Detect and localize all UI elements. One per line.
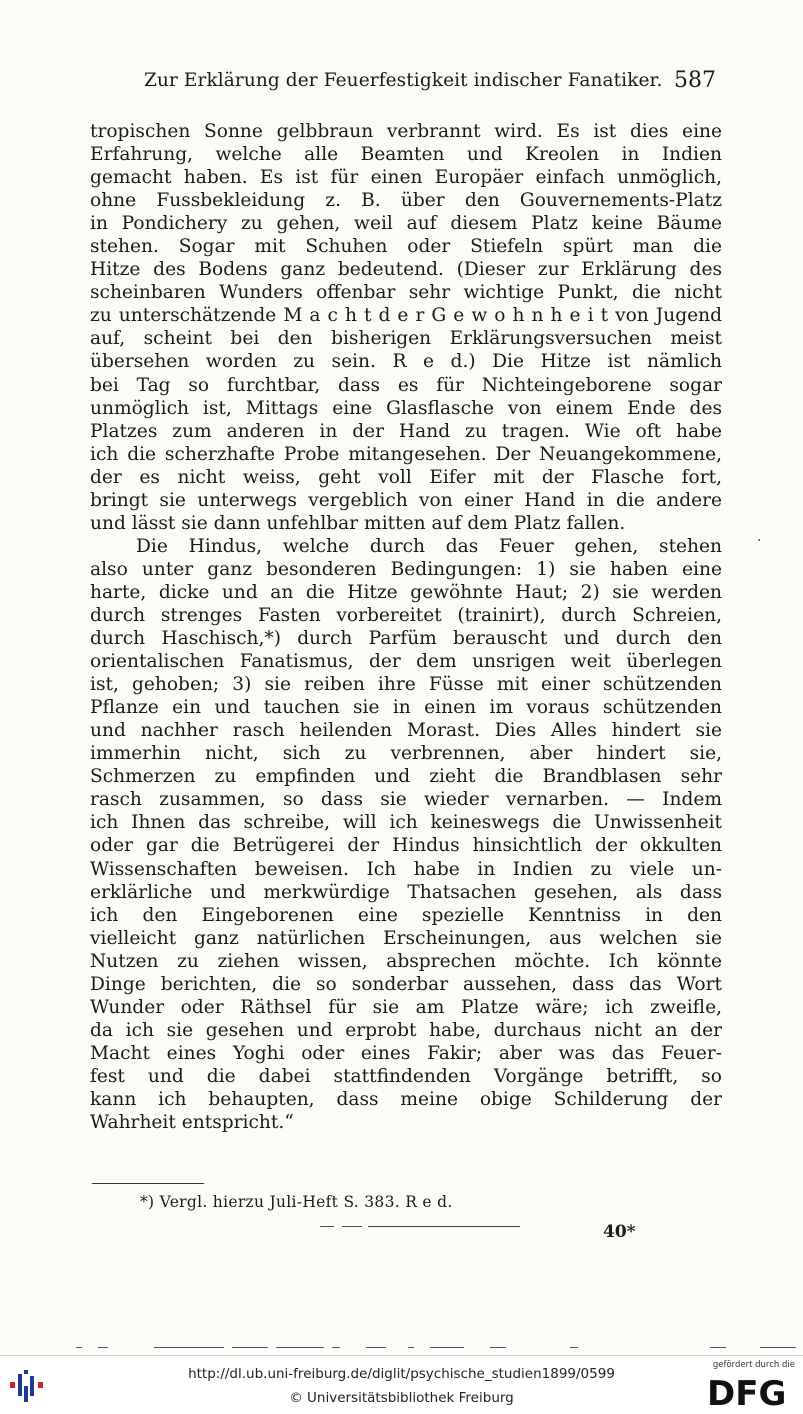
text-line: immerhin nicht, sich zu verbrennen, aber hindert sie, <box>90 743 722 765</box>
text-line: orientalischen Fanatismus, der dem unsrigen weit überlegen <box>90 651 722 673</box>
text-line: und lässt sie dann unfehlbar mitten auf dem Platz fallen. <box>90 512 626 534</box>
text-line: harte, dicke und an die Hitze gewöhnte Haut; 2) sie werden <box>90 581 722 603</box>
signature-mark: 40* <box>603 1222 636 1242</box>
text-line: scheinbaren Wunders offenbar sehr wichtige Punkt, die nicht <box>90 282 722 304</box>
text-line: bei Tag so furchtbar, dass es für Nichteingeborene sogar <box>90 374 722 396</box>
page-number: 587 <box>674 68 716 93</box>
text-line: gemacht haben. Es ist für einen Europäer einfach unmöglich, <box>90 167 722 189</box>
text-line: durch strenges Fasten vorbereitet (trainirt), durch Schreien, <box>90 604 722 626</box>
text-line: Nutzen zu ziehen wissen, absprechen möchte. Ich könnte <box>90 950 722 972</box>
footnote-rule <box>92 1183 204 1184</box>
text-line: unmöglich ist, Mittags eine Glasflasche von einem Ende des <box>90 397 722 419</box>
text-line: ich die scherzhafte Probe mitangesehen. Der Neuangekommene, <box>90 443 722 465</box>
text-line: ist, gehoben; 3) sie reiben ihre Füsse mit einer schützenden <box>90 674 722 696</box>
text-line: zu unterschätzende M a c h t d e r G e w o h n h e i t von Jugend <box>90 305 722 327</box>
separator-rule <box>368 1226 520 1227</box>
text-line: Wunder oder Räthsel für sie am Platze wäre; ich zweifle, <box>90 996 722 1018</box>
footnote: *) Vergl. hierzu Juli-Heft S. 383. R e d. <box>140 1193 453 1211</box>
text-line: ich den Eingeborenen eine spezielle Kenntniss in den <box>90 904 722 926</box>
svg-text:DFG: DFG <box>707 1374 787 1409</box>
scan-edge-artifacts <box>70 1347 803 1353</box>
text-line: Macht eines Yoghi oder eines Fakir; aber was das Feuer- <box>90 1042 722 1064</box>
text-line: Schmerzen zu empfinden und zieht die Brandblasen sehr <box>90 766 722 788</box>
body-text <box>90 120 722 1134</box>
text-line: Erfahrung, welche alle Beamten und Kreolen in Indien <box>90 144 722 166</box>
text-line: auf, scheint bei den bisherigen Erklärungsversuchen meist <box>90 328 722 350</box>
running-title: Zur Erklärung der Feuerfestigkeit indischer Fanatiker. <box>144 70 663 91</box>
text-line: ohne Fussbekleidung z. B. über den Gouvernements-Platz <box>90 190 722 212</box>
text-line: der es nicht weiss, geht voll Eifer mit der Flasche fort, <box>90 466 722 488</box>
text-line: ich Ihnen das schreibe, will ich keineswegs die Unwissenheit <box>90 812 722 834</box>
text-line: Platzes zum anderen in der Hand zu tragen. Wie oft habe <box>90 420 722 442</box>
copyright-text: © Universitätsbibliothek Freiburg <box>289 1390 514 1406</box>
text-line: Wahrheit entspricht.“ <box>90 1112 294 1134</box>
text-line: Die Hindus, welche durch das Feuer gehen, stehen <box>136 535 722 557</box>
separator-dash <box>320 1226 334 1227</box>
text-line: und nachher rasch heilenden Morast. Dies Alles hindert sie <box>90 720 722 742</box>
text-line: Wissenschaften beweisen. Ich habe in Indien zu viele un- <box>90 858 722 880</box>
page-header <box>90 66 720 100</box>
text-line: durch Haschisch,*) durch Parfüm berauscht und durch den <box>90 628 722 650</box>
text-line: fest und die dabei stattfindenden Vorgänge betrifft, so <box>90 1065 722 1087</box>
text-line: in Pondichery zu gehen, weil auf diesem Platz keine Bäume <box>90 213 722 235</box>
text-line: Hitze des Bodens ganz bedeutend. (Dieser zur Erklärung des <box>90 259 722 281</box>
text-line: vielleicht ganz natürlichen Erscheinungen, aus welchen sie <box>90 927 722 949</box>
dfg-logo-icon[interactable] <box>697 1360 795 1412</box>
text-line: also unter ganz besonderen Bedingungen: 1) sie haben eine <box>90 558 722 580</box>
text-line: kann ich behaupten, dass meine obige Schilderung der <box>90 1088 722 1110</box>
permalink-url[interactable]: http://dl.ub.uni-freiburg.de/diglit/psychische_studien1899/0599 <box>188 1366 615 1382</box>
dfg-caption: gefördert durch die <box>712 1360 795 1370</box>
text-line: tropischen Sonne gelbbraun verbrannt wird. Es ist dies eine <box>90 121 722 142</box>
viewer-footer <box>0 1355 803 1414</box>
text-line: da ich sie gesehen und erprobt habe, durchaus nicht an der <box>90 1019 722 1041</box>
separator-dash <box>342 1226 362 1227</box>
text-line: bringt sie unterwegs vergeblich von einer Hand in die andere <box>90 489 722 511</box>
text-line: Pflanze ein und tauchen sie in einen im voraus schützenden <box>90 697 722 719</box>
text-line: oder gar die Betrügerei der Hindus hinsichtlich der okkulten <box>90 835 722 857</box>
text-line: übersehen worden zu sein. R e d.) Die Hitze ist nämlich <box>90 351 722 373</box>
text-line: Dinge berichten, die so sonderbar aussehen, dass das Wort <box>90 973 722 995</box>
margin-mark: · <box>757 533 762 549</box>
text-line: rasch zusammen, so dass sie wieder vernarben. — Indem <box>90 789 722 811</box>
text-line: stehen. Sogar mit Schuhen oder Stiefeln spürt man die <box>90 236 722 258</box>
text-line: erklärliche und merkwürdige Thatsachen gesehen, als dass <box>90 881 722 903</box>
